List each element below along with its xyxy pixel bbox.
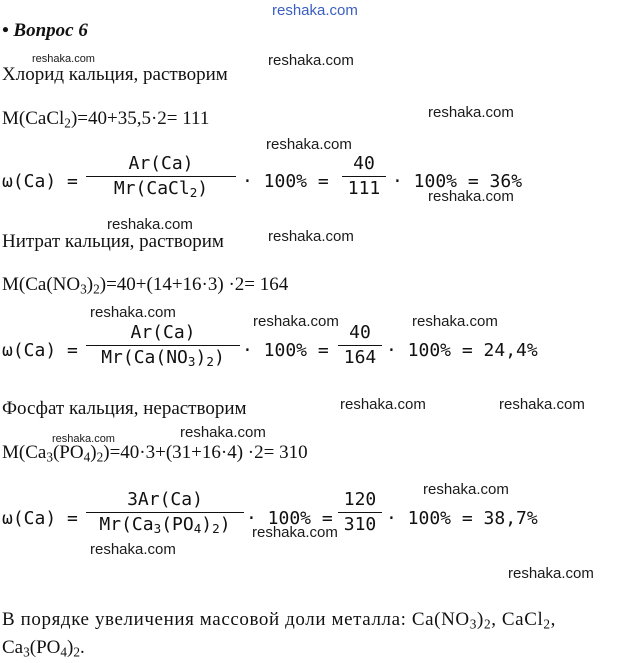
fraction-bar (86, 176, 236, 177)
fraction-ar-mr-2 (86, 322, 240, 369)
omega-lhs-1: ω(Ca) = (2, 171, 78, 192)
watermark: reshaka.com (268, 52, 354, 69)
fraction-bar (338, 512, 382, 513)
fraction-bar (86, 512, 244, 513)
percent-equals-2: · 100% = (242, 340, 329, 361)
watermark: reshaka.com (508, 565, 594, 582)
fraction-numeric-2 (338, 322, 382, 369)
percent-equals-1: · 100% = (242, 171, 329, 192)
watermark: reshaka.com (423, 481, 509, 498)
fraction-denominator: 164 (343, 347, 377, 368)
calcium-chloride-line: Хлорид кальция, растворим (2, 64, 228, 85)
watermark: reshaka.com (180, 424, 266, 441)
conclusion-line-2: $Ca_3(PO_4)_2$. (2, 637, 85, 660)
fraction-numerator: 120 (343, 489, 377, 510)
calcium-phosphate-molar-mass: $M(Ca_3(PO_4)_2)=40\cdot 3+(31+16\cdot 4) \cdot 2= 310$ (2, 442, 308, 465)
watermark: reshaka.com (253, 313, 339, 330)
fraction-denominator: Mr(CaCl$_2$) (113, 178, 209, 201)
watermark: reshaka.com (268, 228, 354, 245)
fraction-numeric-3 (338, 489, 382, 536)
fraction-numerator: 40 (353, 153, 375, 174)
fraction-bar (86, 345, 240, 346)
fraction-denominator: 111 (347, 178, 381, 199)
fraction-bar (338, 345, 382, 346)
watermark: reshaka.com (340, 396, 426, 413)
omega-lhs-3: ω(Ca) = (2, 508, 78, 529)
fraction-numerator: 40 (349, 322, 371, 343)
fraction-denominator: $Mr(Ca(NO_3)_2)$ (101, 347, 225, 370)
result-1: · 100% = 36% (392, 171, 523, 192)
percent-equals-3: · 100% = (246, 508, 333, 529)
fraction-numerator: Ar(Ca) (130, 322, 196, 343)
calcium-nitrate-molar-mass: $M(Ca(NO_3)_2)=40+(14+16\cdot 3) \cdot 2= 164$ (2, 274, 289, 297)
watermark: reshaka.com (107, 216, 193, 233)
omega-lhs-2: ω(Ca) = (2, 340, 78, 361)
fraction-numerator: Ar(Ca) (128, 153, 194, 174)
conclusion-line-1: В порядке увеличения массовой доли металла: $Ca(NO_3)_2$, CaCl$_2$, (2, 609, 556, 632)
result-3: · 100% = 38,7% (386, 508, 538, 529)
fraction-ar-mr-3 (86, 489, 244, 536)
calcium-nitrate-line: Нитрат кальция, растворим (2, 231, 224, 252)
watermark: reshaka.com (90, 304, 176, 321)
fraction-bar (342, 176, 386, 177)
fraction-numeric-1 (342, 153, 386, 200)
watermark: reshaka.com (499, 396, 585, 413)
watermark: reshaka.com (252, 524, 338, 541)
site-watermark-top[interactable]: reshaka.com (272, 2, 358, 19)
watermark: reshaka.com (428, 188, 514, 205)
watermark: reshaka.com (52, 433, 115, 445)
watermark: reshaka.com (412, 313, 498, 330)
watermark: reshaka.com (90, 541, 176, 558)
fraction-ar-mr-1 (86, 153, 236, 200)
calcium-chloride-molar-mass: M(CaCl$_2$)=40+35,5·2= 111 (2, 108, 210, 131)
watermark: reshaka.com (32, 53, 95, 65)
result-2: · 100% = 24,4% (386, 340, 538, 361)
fraction-denominator: $Mr(Ca_3(PO_4)_2)$ (99, 514, 231, 537)
watermark: reshaka.com (428, 104, 514, 121)
fraction-numerator: 3Ar(Ca) (127, 489, 203, 510)
question-heading: • Вопрос 6 (2, 20, 88, 41)
watermark: reshaka.com (266, 136, 352, 153)
fraction-denominator: 310 (343, 514, 377, 535)
calcium-phosphate-line: Фосфат кальция, нерастворим (2, 398, 247, 419)
